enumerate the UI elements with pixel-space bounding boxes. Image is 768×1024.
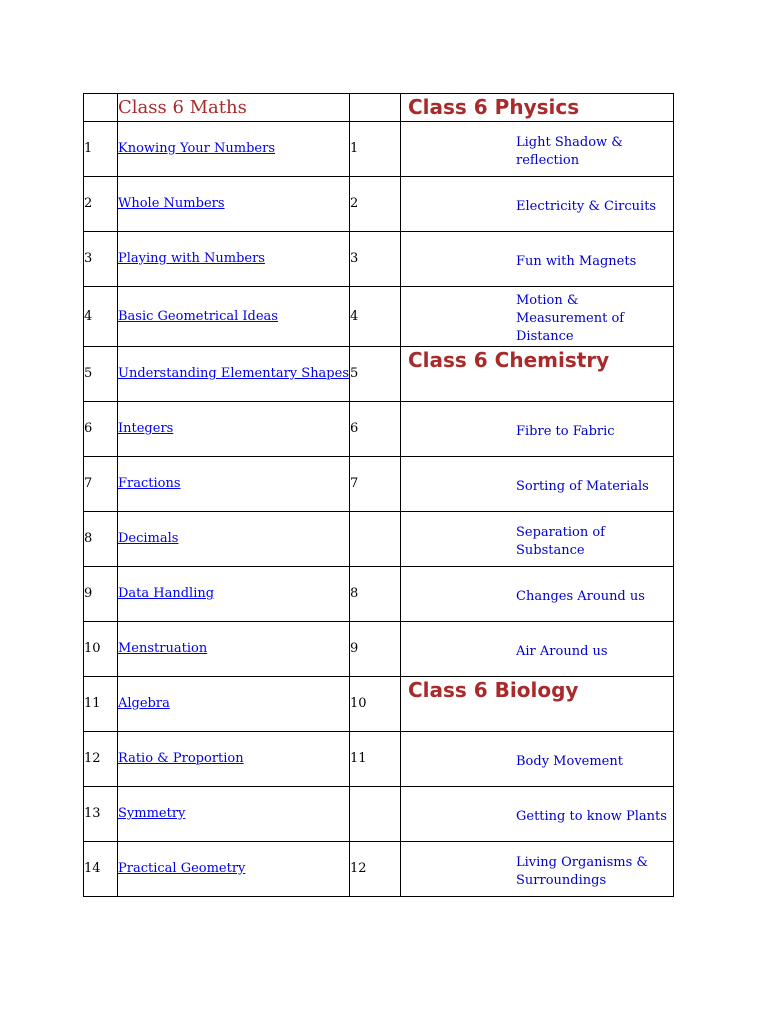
- maths-chapter-link[interactable]: Basic Geometrical Ideas: [118, 308, 278, 324]
- science-number: [350, 787, 401, 842]
- maths-chapter-cell: [118, 677, 350, 732]
- science-number: 5: [350, 347, 401, 402]
- header-row: [84, 94, 674, 122]
- table-row: [84, 347, 674, 402]
- maths-chapter-number: 3: [84, 232, 118, 287]
- physics-heading-cell: [401, 94, 674, 122]
- maths-chapter-number: 4: [84, 287, 118, 347]
- table-row: [84, 842, 674, 897]
- maths-chapter-cell: [118, 842, 350, 897]
- science-number: 12: [350, 842, 401, 897]
- science-topic-cell: [401, 842, 674, 897]
- header-empty-cell-2: [350, 94, 401, 122]
- maths-chapter-link[interactable]: Practical Geometry: [118, 861, 246, 876]
- maths-heading: Class 6 Maths: [118, 96, 247, 118]
- maths-chapter-number: 8: [84, 512, 118, 567]
- science-topic-cell: [401, 732, 674, 787]
- maths-heading-cell: [118, 94, 350, 122]
- science-topic: Changes Around us: [516, 588, 645, 604]
- maths-chapter-number: 1: [84, 122, 118, 177]
- science-number: 4: [350, 287, 401, 347]
- science-number: 1: [350, 122, 401, 177]
- science-number: 8: [350, 567, 401, 622]
- table-row: [84, 402, 674, 457]
- table-row: [84, 122, 674, 177]
- maths-chapter-link[interactable]: Understanding Elementary Shapes: [118, 366, 349, 381]
- science-topic: Air Around us: [516, 643, 608, 659]
- table-row: [84, 232, 674, 287]
- maths-chapter-cell: [118, 122, 350, 177]
- science-topic: Getting to know Plants: [516, 808, 667, 824]
- chemistry-heading-cell: [401, 347, 674, 402]
- maths-chapter-link[interactable]: Whole Numbers: [118, 196, 225, 211]
- maths-chapter-link[interactable]: Menstruation: [118, 641, 208, 656]
- maths-chapter-number: 5: [84, 347, 118, 402]
- table-row: [84, 787, 674, 842]
- maths-chapter-cell: [118, 787, 350, 842]
- science-topic-cell: [401, 177, 674, 232]
- table-row: [84, 567, 674, 622]
- maths-chapter-cell: [118, 402, 350, 457]
- maths-chapter-cell: [118, 347, 350, 402]
- science-topic: Electricity & Circuits: [516, 198, 657, 214]
- maths-chapter-link[interactable]: Algebra: [118, 696, 170, 711]
- maths-chapter-link[interactable]: Decimals: [118, 531, 179, 546]
- science-topic: Separation of Substance: [516, 524, 605, 558]
- science-topic-cell: [401, 787, 674, 842]
- science-topic: Body Movement: [516, 753, 623, 769]
- table-row: [84, 622, 674, 677]
- maths-chapter-number: 10: [84, 622, 118, 677]
- science-number: 10: [350, 677, 401, 732]
- science-topic-cell: [401, 287, 674, 347]
- maths-chapter-cell: [118, 457, 350, 512]
- science-number: [350, 512, 401, 567]
- table-row: [84, 677, 674, 732]
- science-topic-cell: [401, 622, 674, 677]
- physics-heading: Class 6 Physics: [408, 95, 580, 119]
- table-row: [84, 287, 674, 347]
- science-number: 2: [350, 177, 401, 232]
- chemistry-heading: Class 6 Chemistry: [408, 348, 610, 372]
- science-number: 7: [350, 457, 401, 512]
- maths-chapter-cell: [118, 287, 350, 347]
- biology-heading: Class 6 Biology: [408, 678, 579, 702]
- science-topic-cell: [401, 402, 674, 457]
- science-topic-cell: [401, 122, 674, 177]
- maths-chapter-cell: [118, 512, 350, 567]
- science-topic: Light Shadow & reflection: [516, 134, 623, 168]
- maths-chapter-link[interactable]: Playing with Numbers: [118, 251, 265, 266]
- maths-chapter-number: 11: [84, 677, 118, 732]
- maths-chapter-link[interactable]: Ratio & Proportion: [118, 751, 244, 766]
- maths-chapter-cell: [118, 622, 350, 677]
- syllabus-table: [83, 93, 674, 897]
- maths-chapter-link[interactable]: Symmetry: [118, 806, 186, 821]
- biology-heading-cell: [401, 677, 674, 732]
- table-row: [84, 457, 674, 512]
- maths-chapter-number: 2: [84, 177, 118, 232]
- science-topic-cell: [401, 232, 674, 287]
- maths-chapter-cell: [118, 732, 350, 787]
- maths-chapter-number: 9: [84, 567, 118, 622]
- maths-chapter-cell: [118, 177, 350, 232]
- maths-chapter-number: 7: [84, 457, 118, 512]
- science-number: 11: [350, 732, 401, 787]
- science-topic: Motion & Measurement of Distance: [516, 293, 625, 344]
- maths-chapter-cell: [118, 567, 350, 622]
- table-row: [84, 177, 674, 232]
- table-row: [84, 732, 674, 787]
- science-topic: Living Organisms & Surroundings: [516, 854, 648, 888]
- maths-chapter-cell: [118, 232, 350, 287]
- maths-chapter-link[interactable]: Integers: [118, 421, 174, 436]
- science-number: 3: [350, 232, 401, 287]
- science-number: 9: [350, 622, 401, 677]
- science-topic: Fun with Magnets: [516, 253, 637, 269]
- science-topic: Fibre to Fabric: [516, 423, 615, 439]
- maths-chapter-number: 12: [84, 732, 118, 787]
- table-row: [84, 512, 674, 567]
- maths-chapter-number: 14: [84, 842, 118, 897]
- science-topic-cell: [401, 457, 674, 512]
- maths-chapter-number: 6: [84, 402, 118, 457]
- maths-chapter-number: 13: [84, 787, 118, 842]
- maths-chapter-link[interactable]: Knowing Your Numbers: [118, 141, 275, 156]
- science-topic-cell: [401, 512, 674, 567]
- maths-chapter-link[interactable]: Data Handling: [118, 586, 215, 601]
- header-empty-cell: [84, 94, 118, 122]
- maths-chapter-link[interactable]: Fractions: [118, 476, 181, 491]
- science-topic: Sorting of Materials: [516, 478, 649, 494]
- science-number: 6: [350, 402, 401, 457]
- science-topic-cell: [401, 567, 674, 622]
